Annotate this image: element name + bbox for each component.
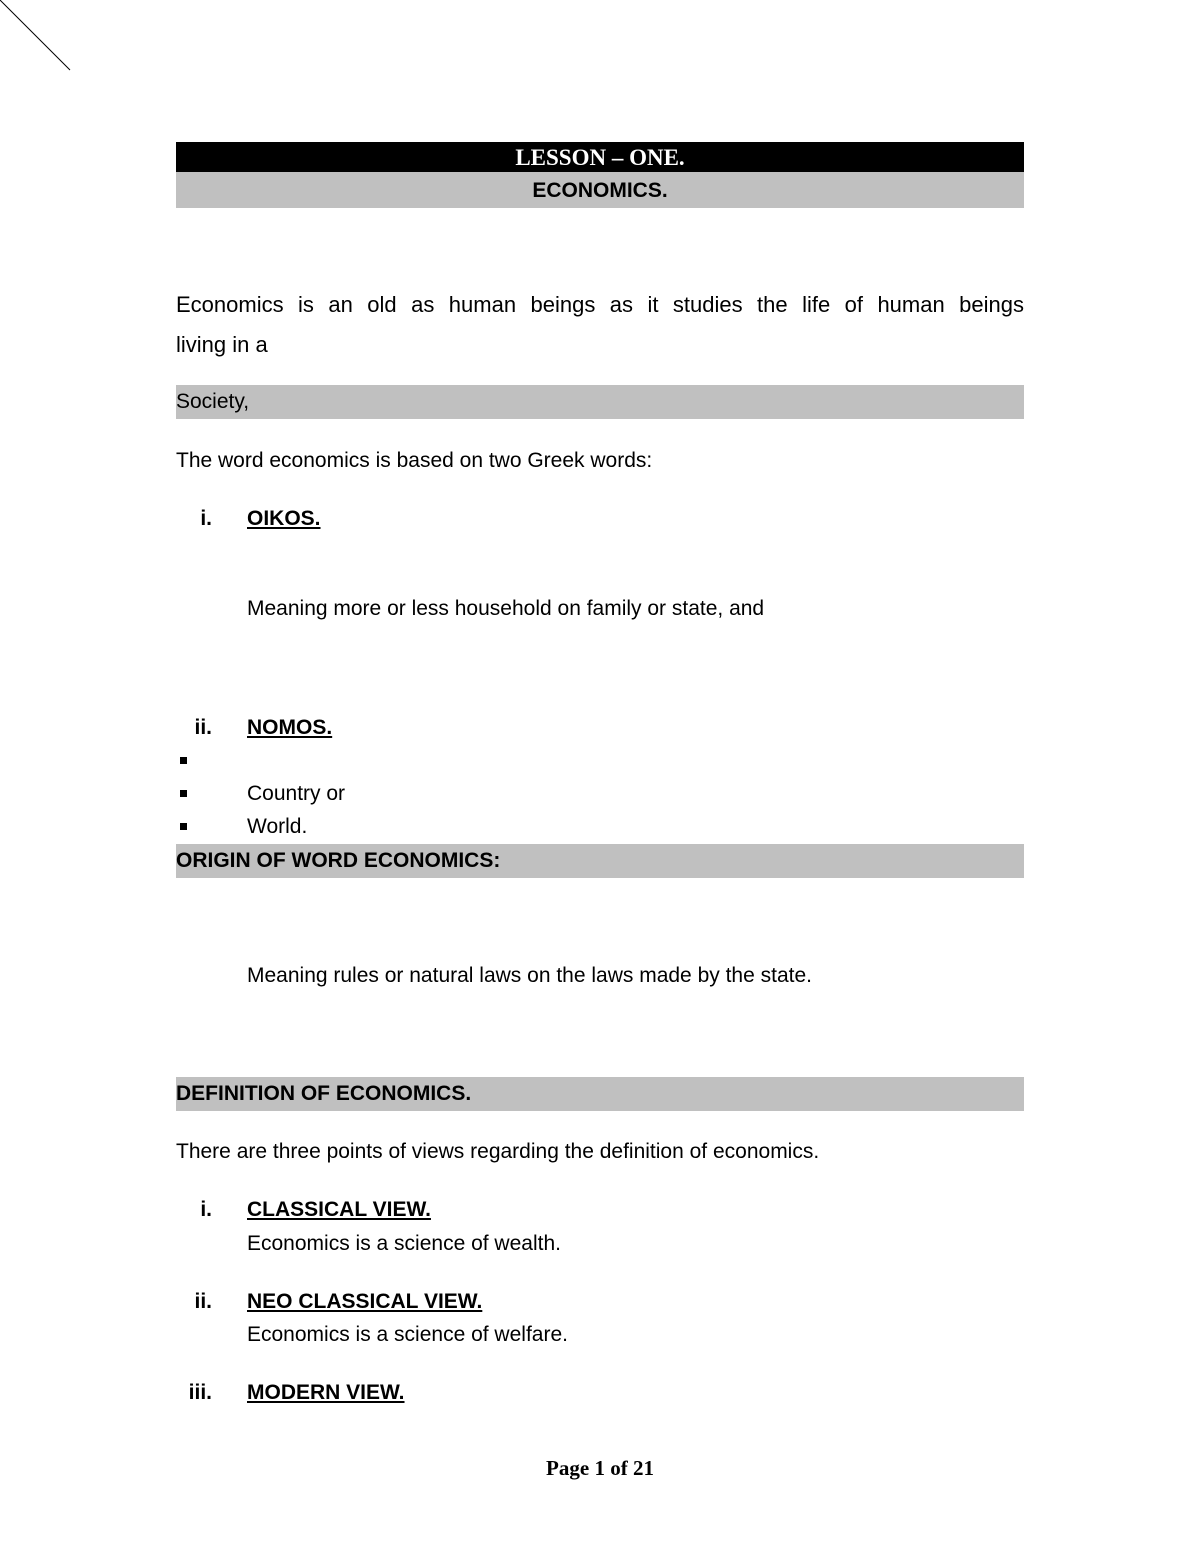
bullet-marker: [180, 823, 187, 830]
bullet-marker: [180, 790, 187, 797]
lesson-title: LESSON – ONE.: [176, 142, 1024, 172]
origin-meaning: Meaning rules or natural laws on the laws made by the state.: [247, 964, 812, 987]
origin-heading: ORIGIN OF WORD ECONOMICS:: [176, 844, 1024, 878]
greek-word-nomos: NOMOS.: [247, 716, 333, 739]
subject-title: ECONOMICS.: [176, 172, 1024, 208]
view-classical-title: CLASSICAL VIEW.: [247, 1198, 431, 1221]
bullet-item: World.: [247, 815, 308, 838]
bullet-marker: [180, 757, 187, 764]
bullet-item: Country or: [247, 782, 346, 805]
greek-intro: The word economics is based on two Greek words:: [176, 449, 653, 472]
intro-line-1: Economics is an old as human beings as it studies the life of human beings: [176, 292, 1024, 317]
oikos-meaning: Meaning more or less household on family or state, and: [247, 597, 765, 620]
definition-intro: There are three points of views regarding the definition of economics.: [176, 1140, 820, 1163]
greek-word-oikos: OIKOS.: [247, 507, 321, 530]
corner-fold-line: [0, 0, 80, 80]
view-neo-classical-title: NEO CLASSICAL VIEW.: [247, 1290, 483, 1313]
view-3-numeral: iii.: [188, 1381, 212, 1404]
view-modern-title: MODERN VIEW.: [247, 1381, 405, 1404]
greek-word-2-numeral: ii.: [194, 716, 212, 739]
view-1-numeral: i.: [200, 1198, 212, 1221]
society-label: Society,: [176, 385, 1024, 419]
greek-word-1-numeral: i.: [200, 507, 212, 530]
intro-line-2: living in a: [176, 332, 268, 357]
view-classical-text: Economics is a science of wealth.: [247, 1232, 561, 1255]
page-number: Page 1 of 21: [546, 1456, 654, 1480]
definition-heading: DEFINITION OF ECONOMICS.: [176, 1077, 1024, 1111]
view-neo-classical-text: Economics is a science of welfare.: [247, 1323, 568, 1346]
view-2-numeral: ii.: [194, 1290, 212, 1313]
